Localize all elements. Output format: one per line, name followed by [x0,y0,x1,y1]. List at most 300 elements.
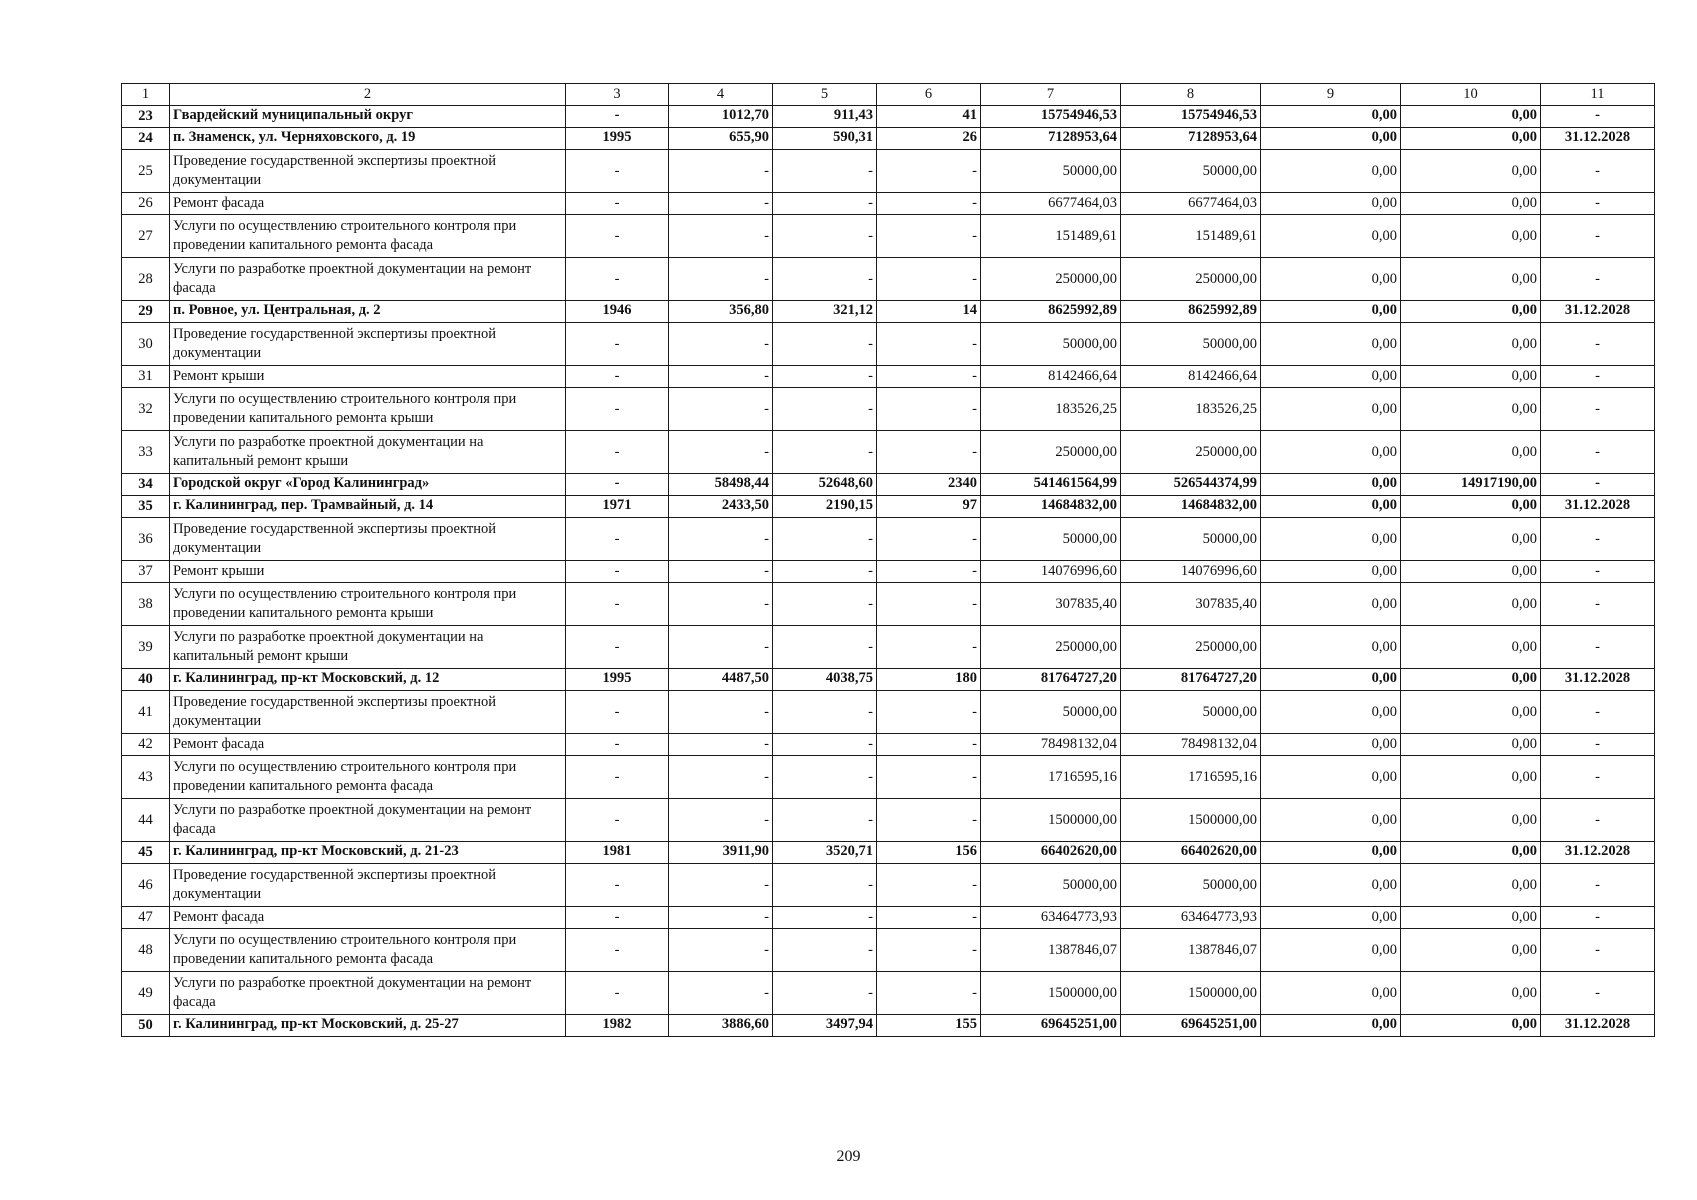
cell-cost-owners: 0,00 [1401,366,1541,388]
cell-cost-budget: 0,00 [1261,1015,1401,1037]
cell-living-area: - [773,691,877,734]
table-row [122,756,1655,799]
cell-cost-budget: 0,00 [1261,128,1401,150]
cell-cost-owners: 0,00 [1401,691,1541,734]
cell-residents: - [877,864,981,907]
cell-residents: - [877,799,981,842]
cell-row-number: 38 [122,583,170,626]
cell-completion-date: - [1541,864,1655,907]
cell-build-year: - [566,323,669,366]
cell-build-year: - [566,518,669,561]
cell-total-area: 4487,50 [669,669,773,691]
cell-residents: - [877,150,981,193]
cell-cost-fund: 14684832,00 [1121,496,1261,518]
cell-build-year: 1971 [566,496,669,518]
cell-cost-owners: 0,00 [1401,301,1541,323]
cell-completion-date: - [1541,691,1655,734]
cell-residents: - [877,431,981,474]
cell-living-area: - [773,756,877,799]
cell-total-cost: 81764727,20 [981,669,1121,691]
cell-residents: - [877,626,981,669]
cell-cost-owners: 0,00 [1401,496,1541,518]
column-header: 2 [170,84,566,106]
cell-cost-fund: 250000,00 [1121,431,1261,474]
cell-cost-fund: 69645251,00 [1121,1015,1261,1037]
cell-total-area: - [669,431,773,474]
cell-total-cost: 151489,61 [981,215,1121,258]
cell-total-area: 2433,50 [669,496,773,518]
cell-residents: 97 [877,496,981,518]
cell-cost-fund: 81764727,20 [1121,669,1261,691]
cell-residents: - [877,388,981,431]
cell-total-area: - [669,366,773,388]
cell-total-cost: 6677464,03 [981,193,1121,215]
cell-cost-owners: 0,00 [1401,864,1541,907]
cell-living-area: 590,31 [773,128,877,150]
cell-build-year: 1946 [566,301,669,323]
cell-cost-fund: 1500000,00 [1121,799,1261,842]
cell-item-name: Услуги по разработке проектной документации на капитальный ремонт крыши [170,626,566,669]
column-header: 1 [122,84,170,106]
cell-cost-fund: 526544374,99 [1121,474,1261,496]
cell-total-cost: 8625992,89 [981,301,1121,323]
cell-completion-date: - [1541,929,1655,972]
cell-total-area: - [669,193,773,215]
cell-total-cost: 1500000,00 [981,799,1121,842]
cell-living-area: - [773,626,877,669]
cell-total-area: - [669,864,773,907]
cell-residents: 155 [877,1015,981,1037]
cell-build-year: - [566,388,669,431]
cell-cost-owners: 0,00 [1401,929,1541,972]
cell-total-area: - [669,518,773,561]
cell-row-number: 31 [122,366,170,388]
table-row [122,258,1655,301]
cell-cost-owners: 0,00 [1401,907,1541,929]
cell-total-area: 3886,60 [669,1015,773,1037]
cell-total-cost: 8142466,64 [981,366,1121,388]
cell-total-cost: 1716595,16 [981,756,1121,799]
table-row-summary [122,842,1655,864]
cell-cost-owners: 0,00 [1401,626,1541,669]
cell-total-area: 1012,70 [669,106,773,128]
cell-residents: - [877,323,981,366]
cell-living-area: 2190,15 [773,496,877,518]
cell-cost-budget: 0,00 [1261,907,1401,929]
column-header: 9 [1261,84,1401,106]
cell-cost-fund: 250000,00 [1121,626,1261,669]
cell-row-number: 33 [122,431,170,474]
cell-cost-budget: 0,00 [1261,106,1401,128]
cell-item-name: Ремонт крыши [170,561,566,583]
cell-row-number: 40 [122,669,170,691]
cell-cost-owners: 0,00 [1401,842,1541,864]
cell-residents: - [877,907,981,929]
cell-item-name: Услуги по осуществлению строительного контроля при проведении капитального ремонта крыши [170,388,566,431]
cell-completion-date: - [1541,215,1655,258]
table-row [122,150,1655,193]
cell-completion-date: - [1541,756,1655,799]
cell-cost-budget: 0,00 [1261,734,1401,756]
cell-living-area: - [773,323,877,366]
cell-total-cost: 69645251,00 [981,1015,1121,1037]
table-row [122,691,1655,734]
cell-residents: 156 [877,842,981,864]
cell-total-area: - [669,215,773,258]
cell-total-cost: 50000,00 [981,323,1121,366]
cell-cost-fund: 7128953,64 [1121,128,1261,150]
cell-total-area: 655,90 [669,128,773,150]
cell-item-name: Проведение государственной экспертизы проектной документации [170,323,566,366]
cell-build-year: 1981 [566,842,669,864]
cell-cost-owners: 0,00 [1401,388,1541,431]
cell-total-area: - [669,756,773,799]
cell-row-number: 44 [122,799,170,842]
cell-item-name: Услуги по осуществлению строительного контроля при проведении капитального ремонта фасада [170,756,566,799]
cell-cost-fund: 78498132,04 [1121,734,1261,756]
cell-residents: - [877,972,981,1015]
cell-cost-owners: 0,00 [1401,799,1541,842]
cell-cost-budget: 0,00 [1261,388,1401,431]
cell-total-cost: 50000,00 [981,518,1121,561]
cell-cost-owners: 14917190,00 [1401,474,1541,496]
table-row [122,799,1655,842]
cell-living-area: - [773,150,877,193]
cell-residents: - [877,734,981,756]
cell-build-year: - [566,799,669,842]
cell-build-year: - [566,561,669,583]
cell-row-number: 41 [122,691,170,734]
cell-cost-fund: 50000,00 [1121,150,1261,193]
cell-residents: - [877,258,981,301]
cell-total-cost: 14684832,00 [981,496,1121,518]
table-row-summary [122,301,1655,323]
cell-build-year: - [566,929,669,972]
cell-total-cost: 250000,00 [981,626,1121,669]
cell-row-number: 29 [122,301,170,323]
cell-cost-fund: 50000,00 [1121,691,1261,734]
cell-cost-budget: 0,00 [1261,669,1401,691]
cell-item-name: г. Калининград, пр-кт Московский, д. 25-27 [170,1015,566,1037]
cell-cost-budget: 0,00 [1261,258,1401,301]
cell-living-area: - [773,583,877,626]
cell-cost-fund: 66402620,00 [1121,842,1261,864]
cell-completion-date: 31.12.2028 [1541,842,1655,864]
cell-cost-budget: 0,00 [1261,691,1401,734]
table-row [122,734,1655,756]
cell-row-number: 37 [122,561,170,583]
cell-total-cost: 50000,00 [981,691,1121,734]
cell-build-year: - [566,626,669,669]
cell-total-cost: 15754946,53 [981,106,1121,128]
cell-cost-fund: 50000,00 [1121,518,1261,561]
cell-build-year: - [566,215,669,258]
cell-row-number: 42 [122,734,170,756]
cell-item-name: Услуги по осуществлению строительного контроля при проведении капитального ремонта фасада [170,929,566,972]
cell-item-name: Ремонт крыши [170,366,566,388]
cell-cost-owners: 0,00 [1401,518,1541,561]
cell-living-area: - [773,561,877,583]
column-header: 11 [1541,84,1655,106]
cell-build-year: - [566,691,669,734]
cell-item-name: п. Ровное, ул. Центральная, д. 2 [170,301,566,323]
cell-build-year: - [566,972,669,1015]
cell-total-area: - [669,691,773,734]
cell-total-cost: 14076996,60 [981,561,1121,583]
column-header: 6 [877,84,981,106]
cell-total-cost: 7128953,64 [981,128,1121,150]
cell-total-area: - [669,799,773,842]
cell-living-area: 321,12 [773,301,877,323]
cell-build-year: - [566,193,669,215]
cell-cost-budget: 0,00 [1261,842,1401,864]
table-row [122,323,1655,366]
cell-total-area: - [669,734,773,756]
cell-item-name: Услуги по разработке проектной документации на ремонт фасада [170,799,566,842]
cell-living-area: 911,43 [773,106,877,128]
table-row [122,193,1655,215]
cell-completion-date: - [1541,258,1655,301]
cell-cost-owners: 0,00 [1401,972,1541,1015]
cell-item-name: Проведение государственной экспертизы проектной документации [170,518,566,561]
cell-cost-fund: 151489,61 [1121,215,1261,258]
cell-item-name: Проведение государственной экспертизы проектной документации [170,150,566,193]
cell-completion-date: - [1541,388,1655,431]
table-row-summary [122,669,1655,691]
cell-row-number: 35 [122,496,170,518]
cell-item-name: Услуги по осуществлению строительного контроля при проведении капитального ремонта фасада [170,215,566,258]
cell-build-year: - [566,583,669,626]
table-row [122,583,1655,626]
cell-completion-date: - [1541,734,1655,756]
cell-cost-budget: 0,00 [1261,972,1401,1015]
column-number-row [122,84,1655,106]
cell-cost-owners: 0,00 [1401,1015,1541,1037]
cell-row-number: 25 [122,150,170,193]
cell-living-area: 3520,71 [773,842,877,864]
column-header: 3 [566,84,669,106]
table-row-summary [122,1015,1655,1037]
cell-row-number: 34 [122,474,170,496]
cell-residents: 41 [877,106,981,128]
table-row [122,366,1655,388]
cell-living-area: - [773,518,877,561]
cell-total-cost: 78498132,04 [981,734,1121,756]
cell-row-number: 36 [122,518,170,561]
table-row [122,972,1655,1015]
cell-item-name: г. Калининград, пр-кт Московский, д. 12 [170,669,566,691]
cell-total-cost: 250000,00 [981,431,1121,474]
cell-cost-budget: 0,00 [1261,583,1401,626]
cell-row-number: 28 [122,258,170,301]
cell-cost-owners: 0,00 [1401,756,1541,799]
cell-row-number: 49 [122,972,170,1015]
cell-completion-date: - [1541,907,1655,929]
cell-build-year: 1995 [566,669,669,691]
cell-living-area: - [773,193,877,215]
cell-total-cost: 50000,00 [981,864,1121,907]
cell-cost-owners: 0,00 [1401,561,1541,583]
cell-total-cost: 50000,00 [981,150,1121,193]
cell-cost-fund: 6677464,03 [1121,193,1261,215]
cell-total-area: - [669,388,773,431]
cell-living-area: 3497,94 [773,1015,877,1037]
cell-row-number: 32 [122,388,170,431]
cell-completion-date: 31.12.2028 [1541,301,1655,323]
table-row [122,561,1655,583]
cell-item-name: Услуги по разработке проектной документации на капитальный ремонт крыши [170,431,566,474]
table-row [122,518,1655,561]
table-row [122,864,1655,907]
cell-completion-date: - [1541,431,1655,474]
cell-residents: - [877,583,981,626]
cell-completion-date: 31.12.2028 [1541,1015,1655,1037]
column-header: 4 [669,84,773,106]
cell-completion-date: - [1541,972,1655,1015]
cell-completion-date: - [1541,626,1655,669]
cell-living-area: - [773,388,877,431]
cell-completion-date: - [1541,323,1655,366]
cell-build-year: - [566,474,669,496]
cell-cost-fund: 1387846,07 [1121,929,1261,972]
cell-total-cost: 63464773,93 [981,907,1121,929]
cell-residents: - [877,756,981,799]
cell-residents: - [877,691,981,734]
cell-cost-fund: 8142466,64 [1121,366,1261,388]
cell-completion-date: - [1541,583,1655,626]
cell-cost-owners: 0,00 [1401,215,1541,258]
cell-cost-budget: 0,00 [1261,150,1401,193]
cell-total-area: - [669,626,773,669]
cell-total-cost: 1500000,00 [981,972,1121,1015]
cell-total-area: - [669,907,773,929]
table-row [122,907,1655,929]
cell-row-number: 27 [122,215,170,258]
cell-cost-fund: 1716595,16 [1121,756,1261,799]
cell-row-number: 47 [122,907,170,929]
cell-cost-fund: 1500000,00 [1121,972,1261,1015]
cell-item-name: Ремонт фасада [170,734,566,756]
cell-residents: 26 [877,128,981,150]
cell-cost-budget: 0,00 [1261,561,1401,583]
cell-row-number: 39 [122,626,170,669]
cell-living-area: - [773,734,877,756]
page-number: 209 [836,1148,861,1165]
cell-row-number: 24 [122,128,170,150]
cell-completion-date: - [1541,561,1655,583]
cell-row-number: 23 [122,106,170,128]
cell-cost-fund: 307835,40 [1121,583,1261,626]
cell-row-number: 50 [122,1015,170,1037]
cell-total-cost: 1387846,07 [981,929,1121,972]
cell-total-cost: 183526,25 [981,388,1121,431]
table-row [122,388,1655,431]
cell-completion-date: - [1541,193,1655,215]
cell-living-area: 4038,75 [773,669,877,691]
cell-completion-date: - [1541,150,1655,193]
cell-item-name: Гвардейский муниципальный округ [170,106,566,128]
cell-total-area: - [669,150,773,193]
cell-completion-date: - [1541,799,1655,842]
cell-cost-owners: 0,00 [1401,150,1541,193]
cell-total-area: - [669,929,773,972]
table-row [122,431,1655,474]
cell-living-area: - [773,799,877,842]
cell-total-area: - [669,561,773,583]
table-row-summary [122,474,1655,496]
cell-cost-budget: 0,00 [1261,496,1401,518]
cell-build-year: - [566,258,669,301]
cell-cost-fund: 50000,00 [1121,323,1261,366]
cell-residents: 180 [877,669,981,691]
table-row-summary [122,496,1655,518]
cell-cost-owners: 0,00 [1401,669,1541,691]
cell-cost-budget: 0,00 [1261,626,1401,669]
column-header: 8 [1121,84,1261,106]
cell-completion-date: 31.12.2028 [1541,669,1655,691]
cell-cost-owners: 0,00 [1401,583,1541,626]
cell-cost-budget: 0,00 [1261,799,1401,842]
cell-total-area: 58498,44 [669,474,773,496]
cell-cost-fund: 15754946,53 [1121,106,1261,128]
cell-item-name: г. Калининград, пер. Трамвайный, д. 14 [170,496,566,518]
cell-item-name: Ремонт фасада [170,193,566,215]
cell-total-cost: 541461564,99 [981,474,1121,496]
cell-item-name: г. Калининград, пр-кт Московский, д. 21-23 [170,842,566,864]
cell-build-year: 1995 [566,128,669,150]
cell-completion-date: 31.12.2028 [1541,496,1655,518]
cell-total-area: 356,80 [669,301,773,323]
cell-living-area: - [773,258,877,301]
cell-total-area: 3911,90 [669,842,773,864]
column-header: 5 [773,84,877,106]
cell-build-year: - [566,907,669,929]
cell-total-area: - [669,323,773,366]
data-table [121,83,1655,1037]
cell-cost-owners: 0,00 [1401,128,1541,150]
cell-completion-date: 31.12.2028 [1541,128,1655,150]
cell-item-name: Проведение государственной экспертизы проектной документации [170,691,566,734]
cell-total-cost: 66402620,00 [981,842,1121,864]
cell-build-year: 1982 [566,1015,669,1037]
cell-living-area: - [773,907,877,929]
cell-cost-fund: 63464773,93 [1121,907,1261,929]
cell-cost-owners: 0,00 [1401,193,1541,215]
cell-item-name: Услуги по разработке проектной документации на ремонт фасада [170,972,566,1015]
cell-build-year: - [566,734,669,756]
cell-cost-budget: 0,00 [1261,864,1401,907]
cell-cost-owners: 0,00 [1401,431,1541,474]
cell-living-area: - [773,215,877,258]
cell-completion-date: - [1541,518,1655,561]
cell-row-number: 26 [122,193,170,215]
cell-total-area: - [669,972,773,1015]
cell-total-area: - [669,258,773,301]
cell-cost-budget: 0,00 [1261,193,1401,215]
cell-completion-date: - [1541,366,1655,388]
cell-cost-budget: 0,00 [1261,431,1401,474]
cell-row-number: 46 [122,864,170,907]
cell-row-number: 43 [122,756,170,799]
cell-build-year: - [566,150,669,193]
cell-cost-budget: 0,00 [1261,323,1401,366]
table-row [122,626,1655,669]
table-row [122,215,1655,258]
cell-living-area: - [773,366,877,388]
cell-cost-budget: 0,00 [1261,366,1401,388]
cell-residents: - [877,193,981,215]
cell-build-year: - [566,366,669,388]
